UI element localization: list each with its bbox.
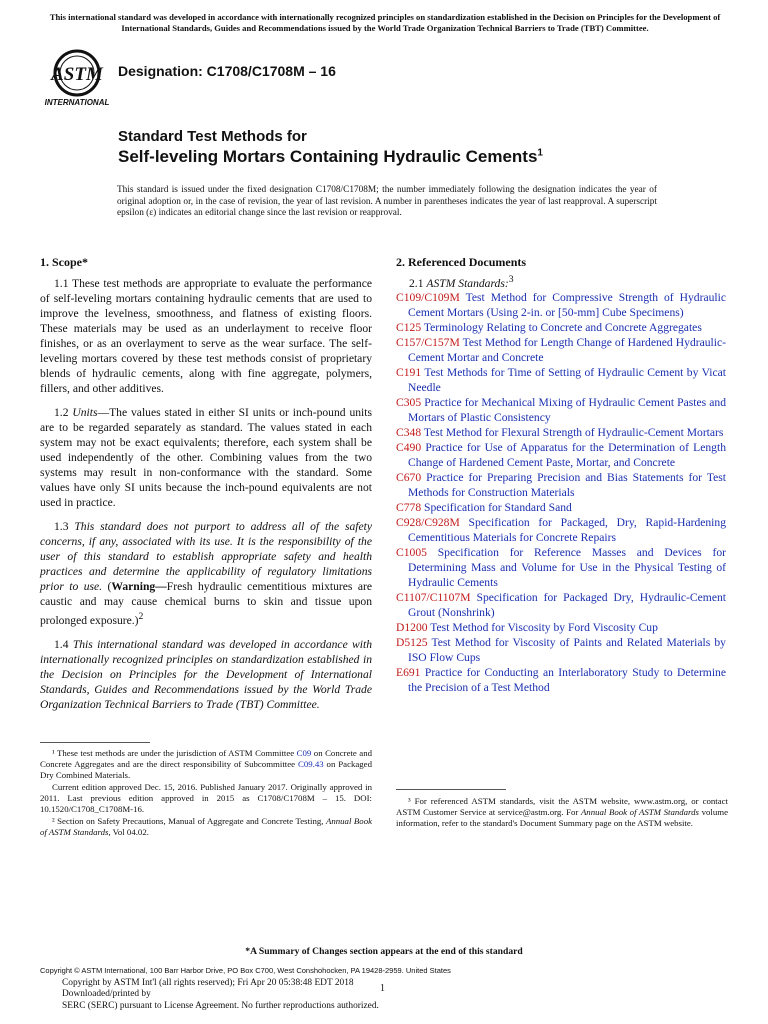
footnote-text: ¹ These test methods are under the jurisdiction of ASTM Committee	[52, 748, 297, 758]
footnote-2	[40, 816, 372, 838]
reference-item	[396, 620, 728, 635]
reference-item	[396, 545, 728, 590]
scope-heading: 1. Scope*	[40, 255, 88, 269]
para-number: 2.1	[409, 276, 427, 290]
title-line-2	[118, 147, 543, 167]
reference-code-link[interactable]: C670	[396, 471, 422, 484]
footnote-divider	[40, 742, 150, 743]
reference-code-link[interactable]: C125	[396, 321, 422, 334]
reference-item	[396, 500, 728, 515]
reference-code-link[interactable]: C1107/C1107M	[396, 591, 471, 604]
reference-title-link[interactable]: Test Method for Length Change of Hardened Hydraulic-Cement Mortar and Concrete	[408, 336, 726, 364]
reference-item	[396, 665, 728, 695]
reference-item	[396, 440, 728, 470]
designation: Designation: C1708/C1708M – 16	[118, 63, 336, 79]
para-number: 1.4	[54, 637, 73, 651]
committee-link[interactable]: C09	[296, 748, 312, 758]
scope-section	[40, 276, 372, 721]
reference-item	[396, 635, 728, 665]
book-title: Annual Book of ASTM Standards	[580, 807, 699, 817]
footnote-divider	[396, 789, 506, 790]
reference-code-link[interactable]: C191	[396, 366, 422, 379]
reference-item	[396, 425, 728, 440]
astm-logo-icon	[42, 48, 112, 108]
reference-code-link[interactable]: C1005	[396, 546, 427, 559]
scope-para-3	[40, 519, 372, 628]
footnotes-right	[396, 796, 728, 829]
download-line-2: Downloaded/printed by	[62, 989, 151, 1000]
footnote-text: on Packaged Dry Combined Materials.	[40, 759, 372, 780]
reference-code-link[interactable]: C109/C109M	[396, 291, 460, 304]
para-number: 1.3	[54, 520, 75, 533]
units-label: Units	[72, 406, 98, 419]
reference-title-link[interactable]: Test Method for Viscosity by Ford Viscosity Cup	[430, 621, 658, 634]
reference-title-link[interactable]: Test Method for Compressive Strength of Hydraulic Cement Mortars (Using 2-in. or [50-mm] Cube Specimens)	[408, 291, 726, 319]
label-text: ASTM Standards:	[426, 276, 509, 290]
subcommittee-link[interactable]: C09.43	[297, 759, 324, 769]
summary-note: *A Summary of Changes section appears at the end of this standard	[245, 946, 523, 957]
reference-item	[396, 395, 728, 425]
reference-code-link[interactable]: C490	[396, 441, 422, 454]
warning-text: Fresh hydraulic cementitious mixtures are caustic and may cause chemical burns to skin and tissue upon prolonged exposure.)	[40, 580, 373, 627]
logo-text: ASTM	[51, 64, 103, 85]
reference-title-link[interactable]: Specification for Reference Masses and Devices for Determining Mass and Volume for Use in the Physical Testing of Hydraulic Cements	[408, 546, 726, 589]
reference-code-link[interactable]: C305	[396, 396, 422, 409]
reference-title-link[interactable]: Test Methods for Time of Setting of Hydraulic Cement by Vicat Needle	[408, 366, 726, 394]
issue-note: This standard is issued under the fixed designation C1708/C1708M; the number immediately following the designation indicates the year of original adoption or, in the case of revision, the year of last revision. A number in parentheses indicates the year of last reapproval. A superscript epsilon (ε) indicates an editorial change since the last revision or reapproval.	[117, 185, 657, 218]
footnote-text: , Vol 04.02.	[108, 827, 149, 837]
reference-item	[396, 335, 728, 365]
logo-subtext: INTERNATIONAL	[44, 98, 110, 107]
footnote-text: volume information, refer to the standard's Document Summary page on the ASTM website.	[396, 807, 728, 828]
top-notice: This international standard was developed in accordance with internationally recognized principles on standardization established in the Decision on Principles for the Development of International Standards, Guides and Recommendations issued by the World Trade Organization Technical Barriers to Trade (TBT) Committee.	[49, 12, 721, 33]
reference-title-link[interactable]: Practice for Mechanical Mixing of Hydraulic Cement Pastes and Mortars of Plastic Consistency	[408, 396, 727, 424]
para-number: 1.2	[54, 406, 73, 419]
title-text: Self-leveling Mortars Containing Hydraulic Cements	[118, 147, 538, 166]
copyright-line: Copyright © ASTM International, 100 Barr Harbor Drive, PO Box C700, West Conshohocken, PA 19428-2959. United States	[40, 966, 451, 975]
reference-item	[396, 515, 728, 545]
footnote-3	[396, 796, 728, 829]
footnote-marker: 2	[138, 611, 144, 622]
reference-title-link[interactable]: Practice for Use of Apparatus for the Determination of Length Change of Hardened Cement Paste, Mortar, and Concrete	[408, 441, 726, 469]
download-info	[62, 978, 442, 1012]
reference-code-link[interactable]: C778	[396, 501, 422, 514]
warning-label: Warning—	[111, 580, 167, 593]
footnote-marker: 3	[508, 274, 514, 285]
reference-title-link[interactable]: Practice for Preparing Precision and Bias Statements for Test Methods for Construction Materials	[408, 471, 726, 499]
safety-statement: This standard does not purport to address all of the safety concerns, if any, associated with its use. It is the responsibility of the user of this standard to establish appropriate safety and health practices and determine the applicability of regulatory limitations prior to use.	[40, 520, 373, 593]
reference-item	[396, 365, 728, 395]
reference-item	[396, 590, 728, 620]
reference-title-link[interactable]: Test Method for Flexural Strength of Hydraulic-Cement Mortars	[423, 426, 724, 439]
footnote-text: ² Section on Safety Precautions, Manual of Aggregate and Concrete Testing,	[52, 816, 326, 826]
reference-code-link[interactable]: D5125	[396, 636, 428, 649]
book-title: Annual Book of ASTM Standards	[40, 816, 373, 837]
title-line-1: Standard Test Methods for	[118, 128, 307, 145]
units-text: —The values stated in either SI units or inch-pound units are to be regarded separately as standard. The values stated in each system may not be exact equivalents; therefore, each system shall be used independently of the other. Combining values from the two systems may result in non-conformance with the standard. Some values have only SI units because the inch-pound equivalents are not used in practice.	[40, 406, 372, 509]
scope-para-1: 1.1 These test methods are appropriate to evaluate the performance of self-leveling mortars containing hydraulic cements that are used to improve the levelness, smoothness, and flatness of existing floors. These materials may be used as an underlayment to receive floor finishes, or as an overlayment to serve as the wear surface. The self-leveling mortars covered by these test methods consist of proprietary blends of hydraulic cements, along with fine aggregate, polymers, fillers, and other additives.	[40, 277, 372, 395]
astm-standards-label	[409, 274, 514, 290]
reference-title-link[interactable]: Specification for Standard Sand	[424, 501, 572, 514]
footnote-text: ³ For referenced ASTM standards, visit the ASTM website, www.astm.org, or contact ASTM Customer Service at service@astm.org. For	[396, 796, 728, 817]
reference-item	[396, 290, 728, 320]
reference-title-link[interactable]: Specification for Packaged, Dry, Rapid-Hardening Cementitious Materials for Concrete Repairs	[408, 516, 727, 544]
footnotes-left	[40, 748, 372, 839]
footnote-text: on Concrete and Concrete Aggregates and are the direct responsibility of Subcommittee	[40, 748, 372, 769]
download-line-3: SERC (SERC) pursuant to License Agreement. No further reproductions authorized.	[62, 1000, 379, 1011]
page-number: 1	[380, 983, 385, 994]
reference-code-link[interactable]: D1200	[396, 621, 428, 634]
scope-para-2	[40, 405, 372, 510]
reference-code-link[interactable]: C928/C928M	[396, 516, 460, 529]
reference-title-link[interactable]: Practice for Conducting an Interlaboratory Study to Determine the Precision of a Test Method	[408, 666, 726, 694]
reference-item	[396, 470, 728, 500]
reference-title-link[interactable]: Test Method for Viscosity of Paints and Related Materials by ISO Flow Cups	[408, 636, 726, 664]
footnote-1	[40, 748, 372, 781]
references-list	[396, 290, 728, 695]
reference-code-link[interactable]: C348	[396, 426, 422, 439]
reference-title-link[interactable]: Specification for Packaged Dry, Hydraulic-Cement Grout (Nonshrink)	[408, 591, 726, 619]
title-footnote-marker: 1	[537, 147, 543, 159]
referenced-documents-heading: 2. Referenced Documents	[396, 255, 527, 269]
reference-title-link[interactable]: Terminology Relating to Concrete and Concrete Aggregates	[423, 321, 702, 334]
download-line-1: Copyright by ASTM Int'l (all rights reserved); Fri Apr 20 05:38:48 EDT 2018	[62, 978, 354, 988]
wto-statement: This international standard was developed in accordance with internationally recognized principles on standardization established in the Decision on Principles for the Development of International Standards, Guides and Recommendations issued by the World Trade Organization Technical Barriers to Trade (TBT) Committee.	[40, 637, 372, 711]
paren-open: (	[102, 580, 112, 593]
edition-note: Current edition approved Dec. 15, 2016. Published January 2017. Originally approved in 2011. Last previous edition approved in 2015 as C1708/C1708M – 15. DOI: 10.1520/C1708_C1708M-16.	[40, 782, 372, 814]
reference-code-link[interactable]: C157/C157M	[396, 336, 460, 349]
reference-item	[396, 320, 728, 335]
reference-code-link[interactable]: E691	[396, 666, 421, 679]
scope-para-4	[40, 637, 372, 712]
